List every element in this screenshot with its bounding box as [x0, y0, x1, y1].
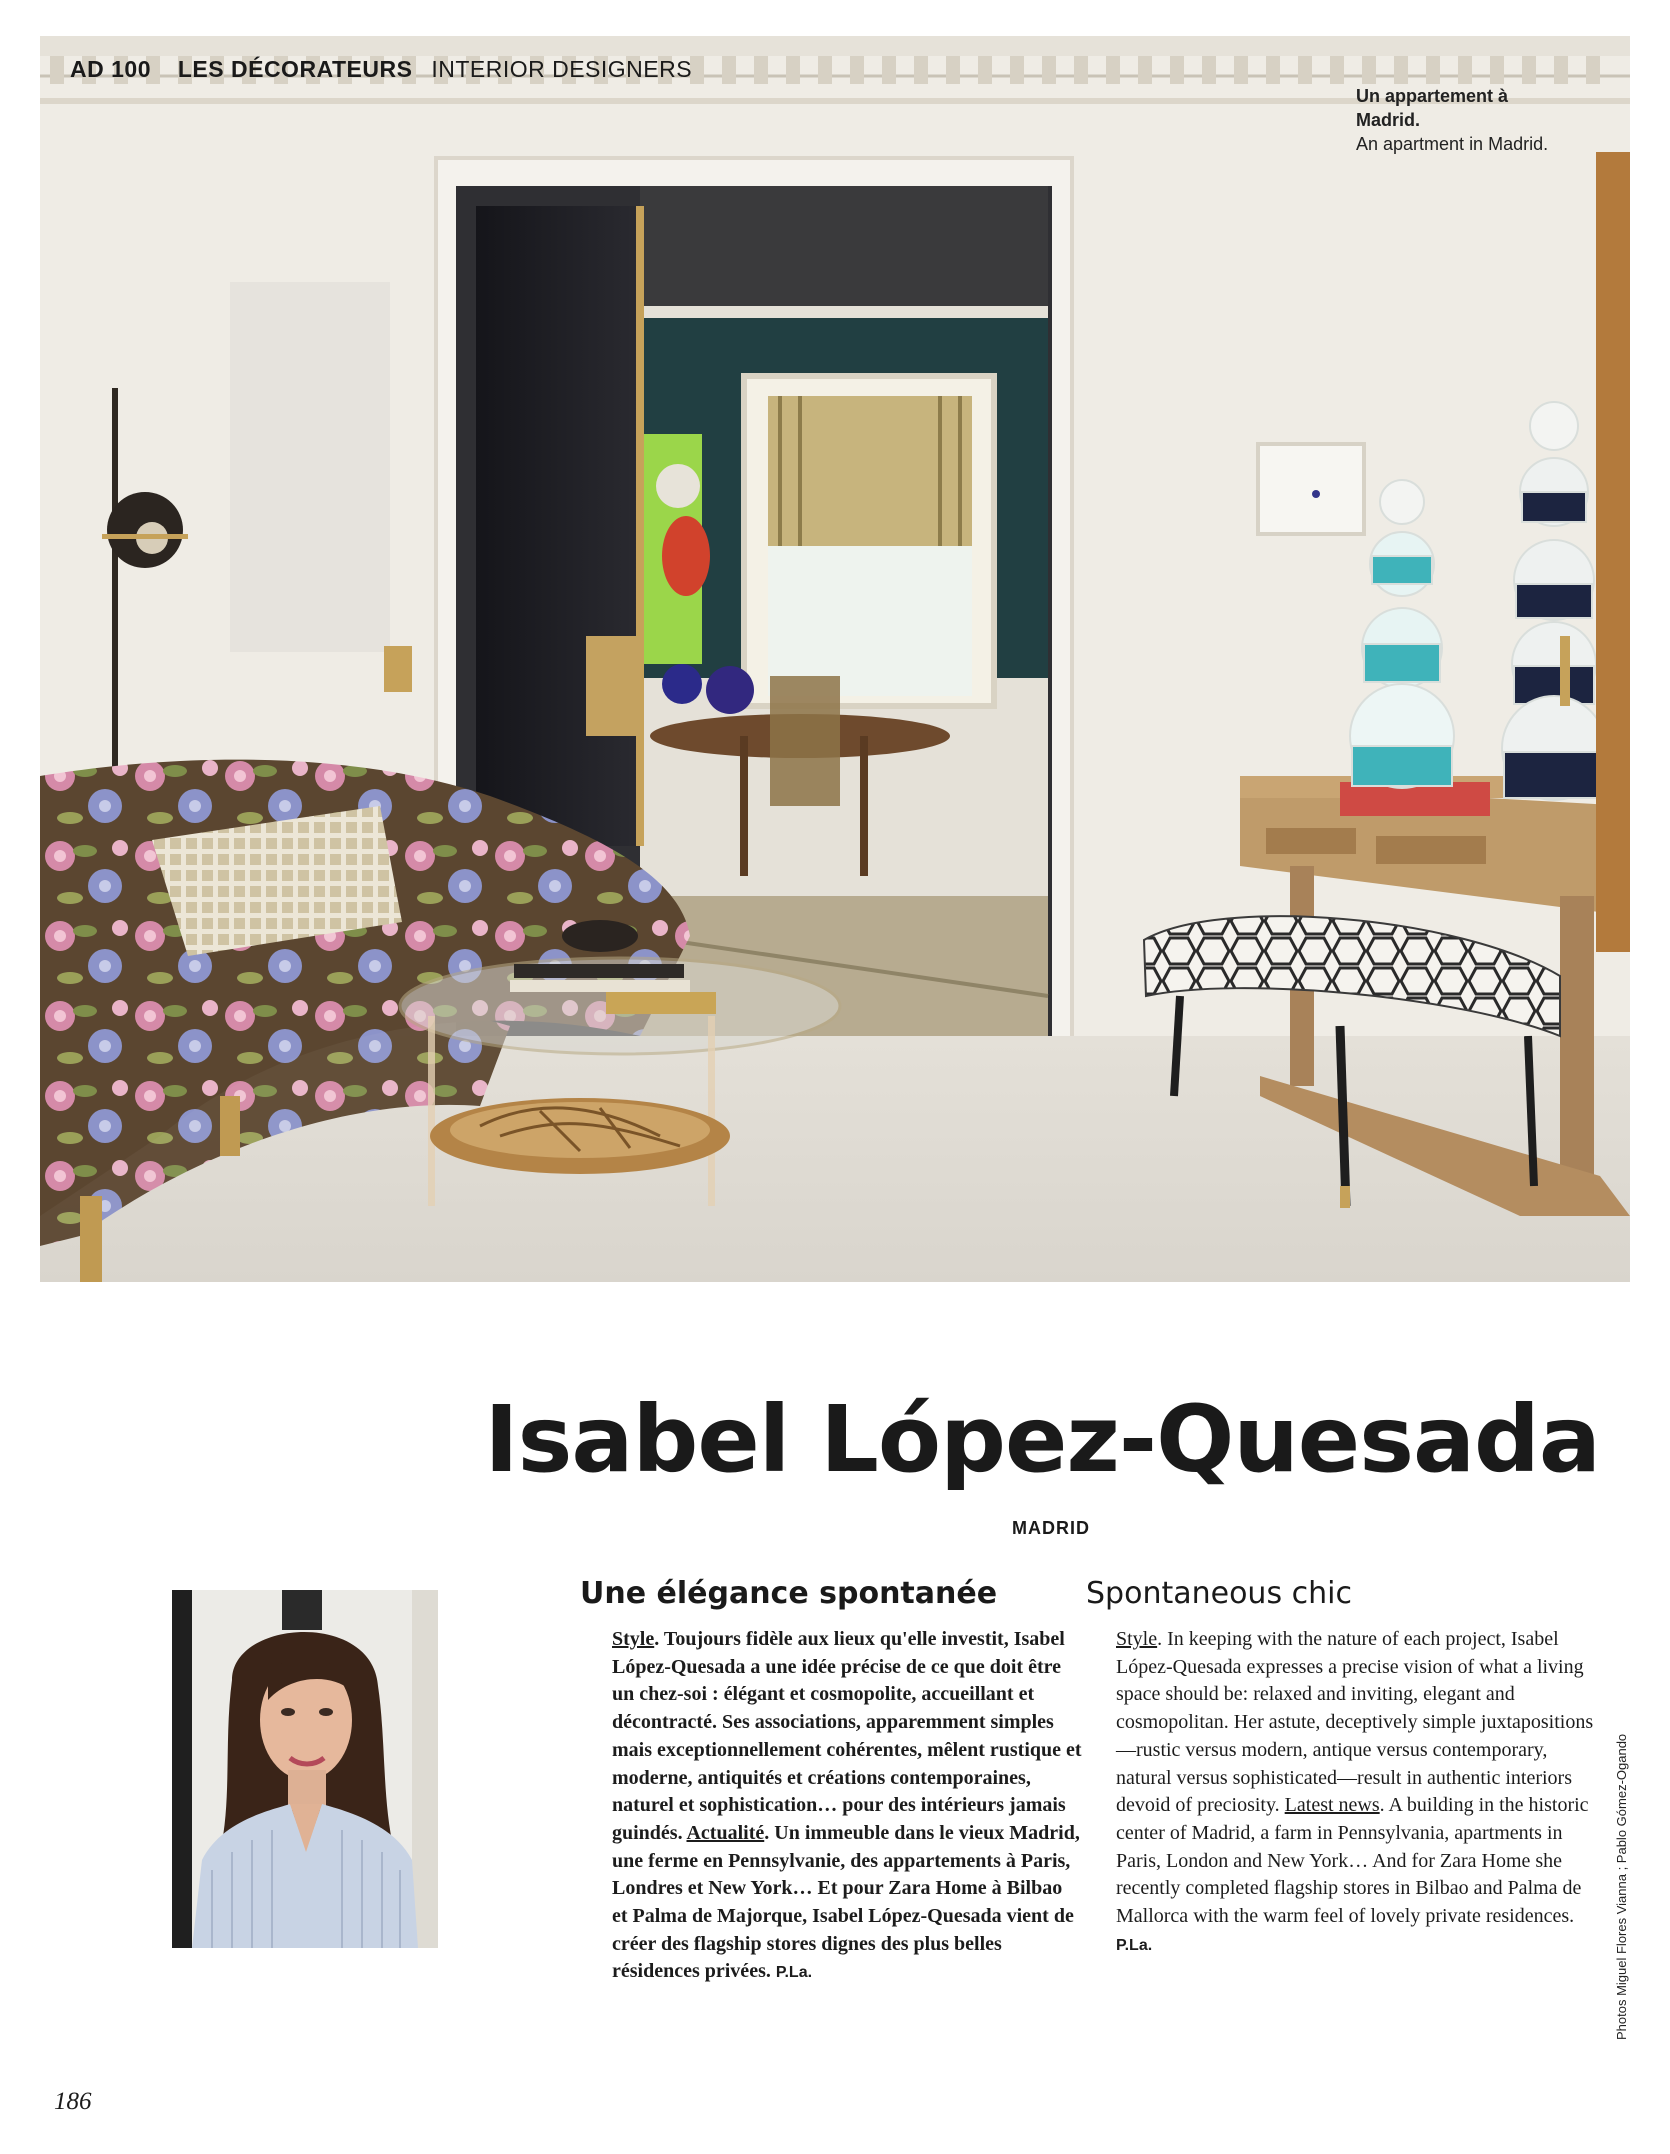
- lead-word2-fr: Actualité: [686, 1821, 765, 1844]
- section-header: [70, 56, 692, 83]
- portrait-illustration: [172, 1590, 438, 1948]
- lead-word2-en: Latest news: [1284, 1794, 1380, 1817]
- body-en-part1: . In keeping with the nature of each project, Isabel López-Quesada expresses a precise vision of what a living space should be: relaxed and inviting, elegant and cosmopolitan. Her astute, deceptively simple juxtapositions—rustic versus modern, antique versus contemporary, natural versus sophisticated—result in authentic interiors devoid of preciosity.: [1116, 1628, 1594, 1817]
- article-title: Isabel López-Quesada: [484, 1386, 1600, 1493]
- article-city: MADRID: [1012, 1518, 1090, 1538]
- lead-word-en: Style: [1116, 1628, 1158, 1650]
- designer-portrait: [172, 1590, 438, 1948]
- heading-fr: Une élégance spontanée: [580, 1576, 998, 1611]
- hero-photo: [40, 36, 1630, 1282]
- photo-credit: Photos Miguel Flores Vianna ; Pablo Gómez-Ogando: [1614, 1733, 1629, 2040]
- heading-en: Spontaneous chic: [1086, 1576, 1352, 1611]
- signature-fr: P.La.: [775, 1964, 813, 1982]
- body-text-en: [1116, 1626, 1596, 1959]
- body-en-part2: . A building in the historic center of Madrid, a farm in Pennsylvania, apartments in Paris, London and New York… And for Zara Home she recently completed flagship stores in Bilbao and Palma de Mallorca with the warm feel of lovely private residences.: [1116, 1794, 1589, 1928]
- caption-fr: Un appartement à Madrid.: [1356, 86, 1509, 130]
- photo-caption: [1356, 84, 1556, 156]
- caption-en: An apartment in Madrid.: [1356, 134, 1549, 154]
- lead-word-fr: Style: [612, 1628, 655, 1650]
- page-number: 186: [54, 2088, 92, 2115]
- signature-en: P.La.: [1116, 1936, 1153, 1954]
- category-label-en: INTERIOR DESIGNERS: [431, 56, 693, 82]
- body-fr-part1: . Toujours fidèle aux lieux qu'elle investit, Isabel López-Quesada a une idée précise de ce que doit être un chez-soi : élégant et cosmopolite, accueillant et décontracté. Ses associations, apparemment simples mais exceptionnellement cohérentes, mêlent rustique et moderne, antiquités et créations contemporaines, naturel et sophistication… pour des intérieurs jamais guindés.: [612, 1628, 1082, 1844]
- body-fr-part2: . Un immeuble dans le vieux Madrid, une ferme en Pennsylvanie, des appartements à Paris, Londres et New York… Et pour Zara Home à Bilbao et Palma de Majorque, Isabel López-Quesada vient de créer des flagship stores dignes des plus belles résidences privées.: [612, 1821, 1080, 1983]
- section-label: AD 100: [70, 56, 151, 82]
- body-text-fr: [612, 1626, 1082, 1987]
- category-label-fr: LES DÉCORATEURS: [177, 56, 413, 82]
- living-room-illustration: [40, 36, 1630, 1282]
